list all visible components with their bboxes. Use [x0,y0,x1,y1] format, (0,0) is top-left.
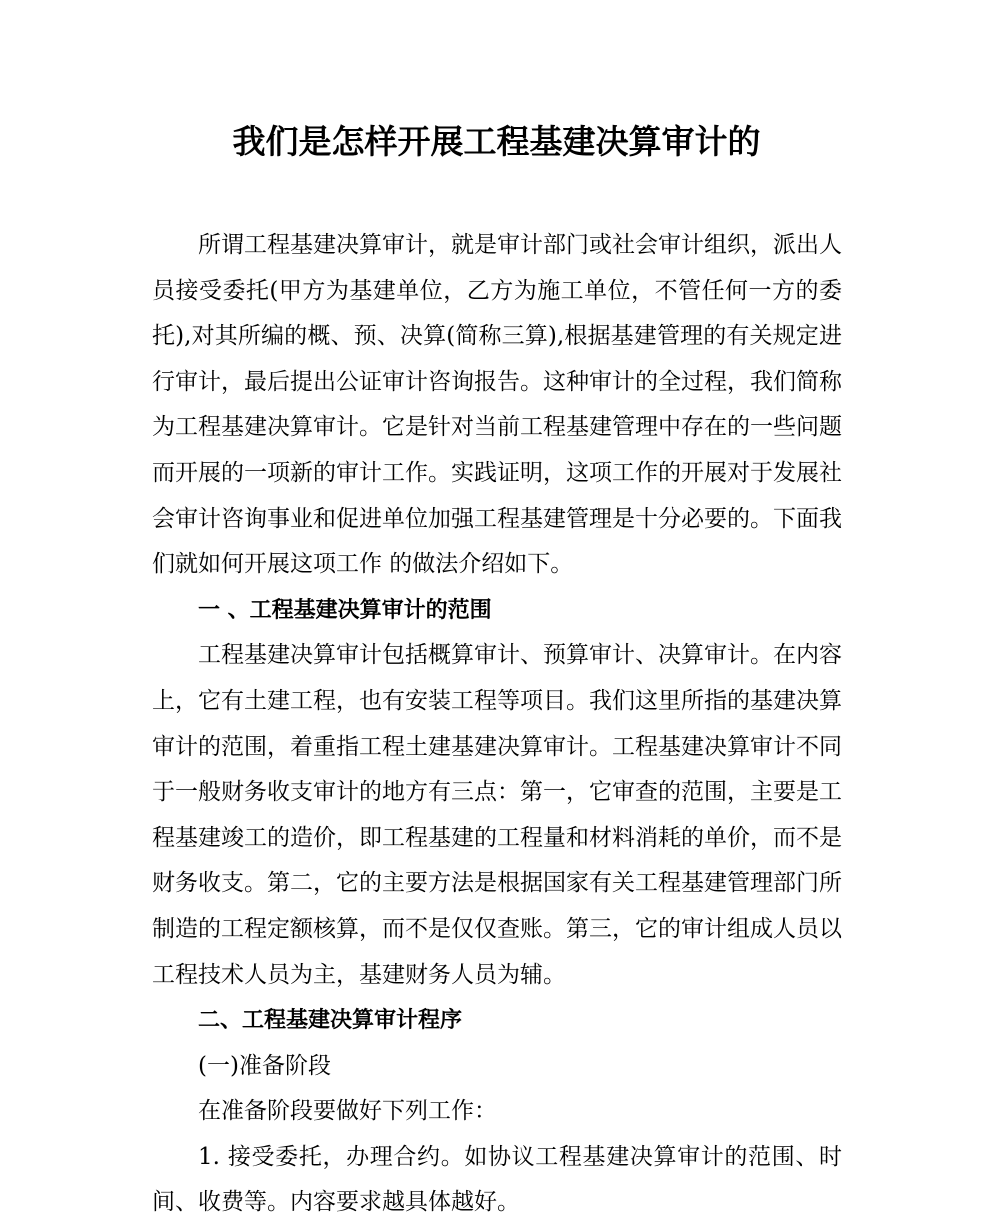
section-heading-scope: 一 、工程基建决算审计的范围 [198,597,492,623]
subheading-preparation: (一)准备阶段 [198,1052,331,1079]
document-title: 我们是怎样开展工程基建决算审计的 [232,122,761,161]
intro-paragraph: 所谓工程基建决算审计，就是审计部门或社会审计组织，派出人员接受委托(甲方为基建单位，乙方为施工单位，不管任何一方的委托),对其所编的概、预、决算(简称三算),根据基建管理的有关规定进行审计，最后提出公证审计咨询报告。这种审计的全过程，我们简称为工程基建决算审计。它是针对当前工程基建管理中存在的一些问题而开展的一项新的审计工作。实践证明，这项工作的开展对于发展社会审计咨询事业和促进单位加强工程基建管理是十分必要的。下面我们就如何开展这项工作 的做法介绍如下。 [152,232,842,578]
section-heading-procedure: 二、工程基建决算审计程序 [198,1008,463,1034]
document-body [152,223,842,1226]
scope-paragraph: 工程基建决算审计包括概算审计、预算审计、决算审计。在内容上，它有土建工程，也有安装工程等项目。我们这里所指的基建决算审计的范围，着重指工程土建基建决算审计。工程基建决算审计不同于一般财务收支审计的地方有三点：第一，它审查的范围，主要是工程基建竣工的造价，即工程基建的工程量和材料消耗的单价，而不是财务收支。第二，它的主要方法是根据国家有关工程基建管理部门所制造的工程定额核算，而不是仅仅查账。第三，它的审计组成人员以工程技术人员为主，基建财务人员为辅。 [152,642,842,988]
preparation-intro: 在准备阶段要做好下列工作： [198,1098,497,1125]
preparation-item-1: 1. 接受委托，办理合约。如协议工程基建决算审计的范围、时间、收费等。内容要求越具体越好。 [152,1143,842,1216]
